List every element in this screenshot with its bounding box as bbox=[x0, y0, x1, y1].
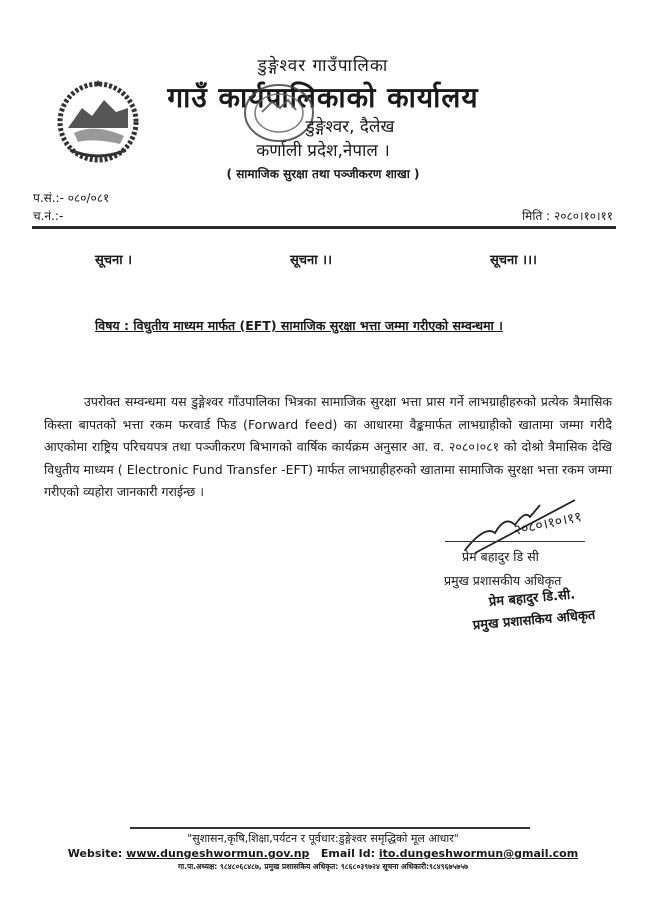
signatory-name: प्रेम बहादुर डि सी bbox=[462, 549, 539, 564]
letter-number: प.सं.:- ०८०/०८१ bbox=[33, 191, 110, 205]
signature-line bbox=[445, 541, 585, 542]
footer-motto: "सुशासन,कृषि,शिक्षा,पर्यटन र पूर्वधार:डुङ्गेश्वर समृद्धिको मूल आधार" bbox=[187, 832, 459, 845]
body-paragraph: उपरोक्त सम्वन्धमा यस डुङ्गेश्वर गाँउपालिका भित्रका सामाजिक सुरक्षा भत्ता प्रास गर्ने लाभग्राहीहरुको प्रत्येक त्रैमासिक किस्ता बापतको भत्ता रकम फरवार्ड फिड (Forward feed) का आधारमा वैङ्कमार्फत लाभग्राहीको खातामा जम्मा गरीदै आएकोमा राष्ट्रिय परिचयपत्र तथा पञ्जीकरण बिभागको वार्षिक कार्यक्रम अनुसार आ. व. २०८०।०८१ को दोश्रो त्रैमासिक देखि विधुतीय माध्यम ( Electronic Fund Transfer -EFT) मार्फत लाभग्राहीहरुको खातामा सामाजिक सुरक्षा भत्ता रकम जम्मा गरीएको व्यहोरा जानकारी गराईन्छ । bbox=[44, 394, 612, 499]
notice-heading-1: सूचना । bbox=[95, 253, 133, 268]
dispatch-number: च.नं.:- bbox=[33, 209, 64, 223]
name-stamp bbox=[472, 583, 596, 636]
municipality-name: डुङ्गेश्वर गाउँपालिका bbox=[257, 56, 389, 76]
footer-contact-line bbox=[0, 847, 646, 860]
email-link[interactable]: ito.dungeshwormun@gmail.com bbox=[378, 847, 579, 860]
footer-divider bbox=[130, 827, 530, 829]
stamp-name: प्रेम बहादुर डि.सी. bbox=[488, 587, 576, 610]
section-name: ( सामाजिक सुरक्षा तथा पञ्जीकरण शाखा ) bbox=[226, 167, 420, 181]
subject-line: विषय : विधुतीय माध्यम मार्फत (EFT) सामाजिक सुरक्षा भत्ता जम्मा गरीएको सम्वन्धमा । bbox=[95, 318, 503, 333]
province-country: कर्णाली प्रदेश,नेपाल । bbox=[256, 141, 390, 161]
office-location: डुङ्गेश्वर, दैलेख bbox=[305, 117, 395, 137]
footer-phone-numbers: गा.पा.अध्यक्ष: ९८४८०६८४८७, प्रमुख प्रशासकिय अधिकृत: ९८६८०३९७२४ सूचना अधिकारी:९८४९६७५७५७ bbox=[177, 862, 469, 871]
notice-heading-3: सूचना ।।। bbox=[490, 253, 537, 268]
notice-heading-2: सूचना ।। bbox=[290, 253, 333, 268]
signatory-title: प्रमुख प्रशासकीय अधिकृत bbox=[444, 573, 562, 588]
signature-date: २०८०।१०।११ bbox=[512, 508, 584, 539]
office-title: गाउँ कार्यपालिकाको कार्यालय bbox=[167, 81, 479, 114]
website-label: Website: bbox=[67, 847, 123, 860]
stamp-title: प्रमुख प्रशासकिय अधिकृत bbox=[472, 607, 596, 634]
handwritten-signature-icon bbox=[455, 495, 605, 555]
email-label: Email Id: bbox=[320, 847, 376, 860]
website-link[interactable]: www.dungeshwormun.gov.np bbox=[126, 847, 310, 860]
header-divider bbox=[32, 226, 616, 229]
letter-date: मिति : २०८०।१०।११ bbox=[522, 209, 613, 223]
